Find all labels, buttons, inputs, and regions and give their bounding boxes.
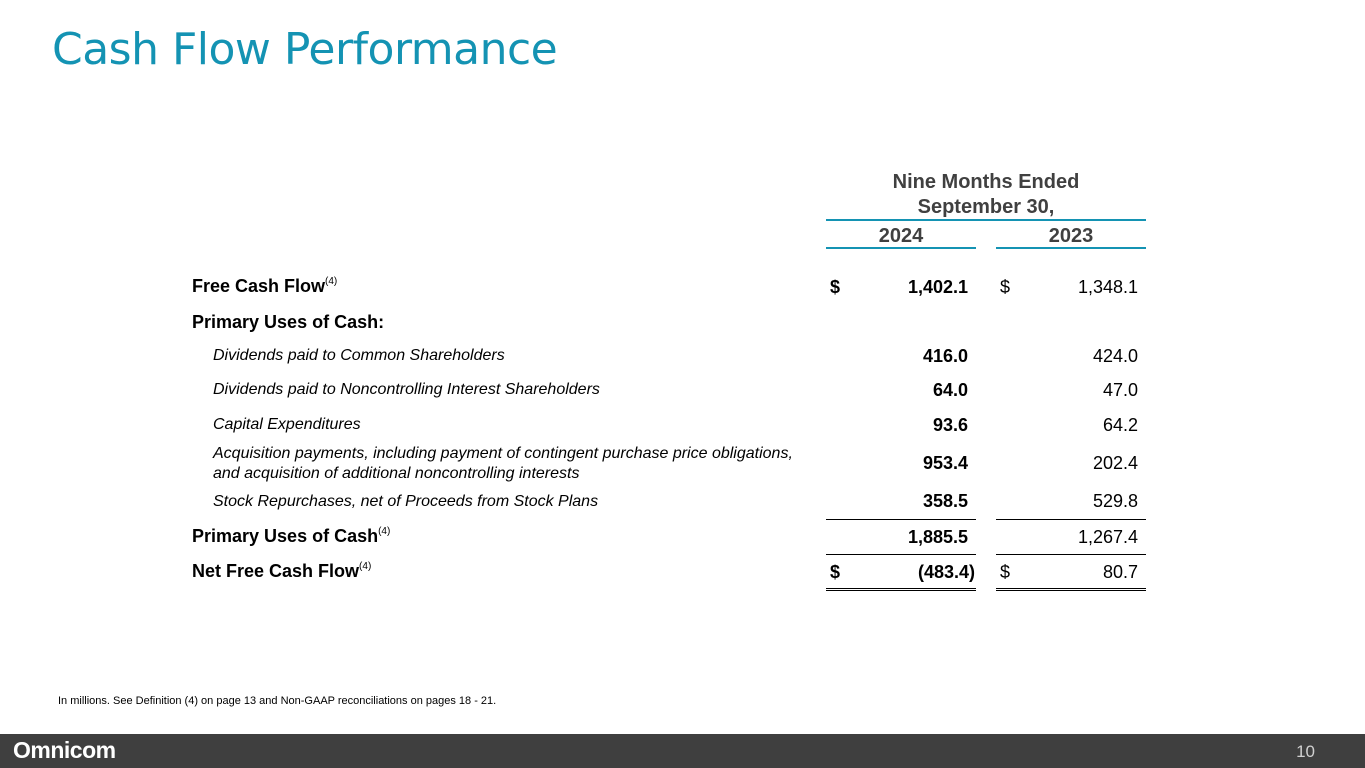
period-line-2: September 30, (917, 196, 1055, 218)
acquisition-2024-value: 953.4 (922, 453, 968, 473)
row-label-free-cash-flow: Free Cash Flow$^{(4)}$ (192, 276, 338, 296)
year-2023-header: 2023 (1048, 225, 1094, 247)
dividends-nci-2023-value: 47.0 (1102, 380, 1138, 400)
row-label-dividends-common: Dividends paid to Common Shareholders (213, 347, 505, 364)
net-fcf-2024-value: (483.4) (917, 562, 975, 582)
year-2023-rule (996, 247, 1146, 249)
row-label-acquisition-payments (213, 444, 793, 484)
dividends-common-2024-value: 416.0 (922, 346, 968, 366)
final-double-rule-2024 (826, 588, 976, 591)
row-label-dividends-nci: Dividends paid to Noncontrolling Interest Shareholders (213, 381, 600, 398)
fcf-2024-currency: $ (830, 277, 841, 297)
subtotal-rule-2023 (996, 519, 1146, 520)
page-title: Cash Flow Performance (52, 24, 558, 75)
total-rule-2024 (826, 554, 976, 555)
net-fcf-2024-currency: $ (830, 562, 841, 582)
primary-total-2024-value: 1,885.5 (907, 527, 968, 547)
total-rule-2023 (996, 554, 1146, 555)
row-label-net-free-cash-flow: Net Free Cash Flow$^{(4)}$ (192, 561, 372, 581)
omnicom-logo: Omnicom (13, 737, 116, 763)
repurchases-2024-value: 358.5 (922, 491, 968, 511)
fcf-2023-value: 1,348.1 (1077, 277, 1138, 297)
period-header (826, 170, 1146, 220)
year-2024-header: 2024 (878, 225, 924, 247)
row-label-primary-uses-header: Primary Uses of Cash: (192, 312, 385, 332)
period-line-1: Nine Months Ended (892, 171, 1080, 193)
capex-2023-value: 64.2 (1102, 415, 1138, 435)
net-fcf-2023-value: 80.7 (1102, 562, 1138, 582)
primary-total-2023-value: 1,267.4 (1077, 527, 1138, 547)
acquisition-label-line-2: and acquisition of additional noncontrolling interests (213, 465, 580, 482)
fcf-2024-value: 1,402.1 (907, 277, 968, 297)
row-label-stock-repurchases: Stock Repurchases, net of Proceeds from Stock Plans (213, 493, 599, 510)
dividends-nci-2024-value: 64.0 (932, 380, 968, 400)
fcf-2023-currency: $ (1000, 277, 1011, 297)
subtotal-rule-2024 (826, 519, 976, 520)
period-header-rule (826, 219, 1146, 221)
acquisition-label-line-1: Acquisition payments, including payment of contingent purchase price obligations, (213, 445, 793, 462)
final-double-rule-2023 (996, 588, 1146, 591)
capex-2024-value: 93.6 (932, 415, 968, 435)
net-fcf-2023-currency: $ (1000, 562, 1011, 582)
row-label-primary-uses-total: Primary Uses of Cash$^{(4)}$ (192, 526, 391, 546)
acquisition-2023-value: 202.4 (1092, 453, 1138, 473)
footnote: In millions. See Definition (4) on page 13 and Non-GAAP reconciliations on pages 18 - 21. (58, 695, 497, 707)
year-2024-rule (826, 247, 976, 249)
dividends-common-2023-value: 424.0 (1092, 346, 1138, 366)
repurchases-2023-value: 529.8 (1092, 491, 1138, 511)
row-label-capital-expenditures: Capital Expenditures (213, 416, 361, 433)
footer-bar (0, 734, 1365, 768)
page-number: 10 (1296, 742, 1315, 761)
